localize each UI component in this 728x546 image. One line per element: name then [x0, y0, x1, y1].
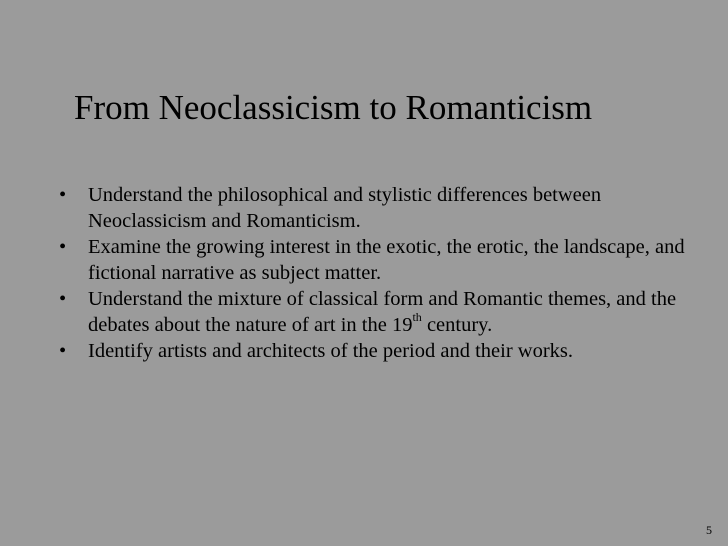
bullet-icon: •: [59, 236, 67, 258]
bullet-list: [57, 182, 697, 364]
bullet-text: Identify artists and architects of the period and their works.: [88, 340, 574, 362]
bullet-item: [57, 338, 697, 364]
bullet-item: [57, 182, 697, 234]
bullet-text: Understand the philosophical and stylistic differences between Neoclassicism and Romanticism.: [88, 184, 602, 232]
bullet-text-main: Understand the mixture of classical form and Romantic themes, and the debates about the nature of art in the 19: [88, 288, 677, 336]
bullet-icon: •: [59, 184, 67, 206]
slide-title: From Neoclassicism to Romanticism: [74, 88, 593, 127]
bullet-text-end: century.: [421, 314, 493, 336]
bullet-text: [88, 288, 676, 336]
bullet-icon: •: [59, 340, 67, 362]
bullet-item: [57, 234, 697, 286]
page-number: 5: [706, 523, 712, 537]
bullet-item: [57, 286, 697, 338]
ordinal-superscript: th: [412, 310, 422, 325]
bullet-text: Examine the growing interest in the exotic, the erotic, the landscape, and fictional narrative as subject matter.: [88, 236, 685, 284]
bullet-icon: •: [59, 288, 67, 310]
